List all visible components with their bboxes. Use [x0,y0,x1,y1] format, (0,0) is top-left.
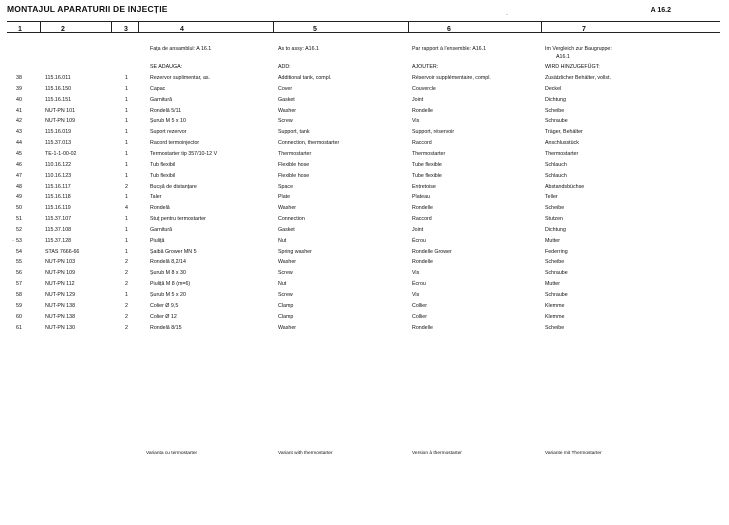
cell-name-fr: Vis [412,270,420,277]
assembly-ref-de-line1: Im Vergleich zur Baugruppe: [545,46,612,52]
cell-name-ro: Racord termoinjector [150,140,200,147]
cell-quantity: 2 [125,259,128,266]
cell-part-code: 115.37.108 [45,226,72,233]
cell-item-number: 49 [16,194,22,201]
table-row [0,205,729,215]
cell-name-de: Schlauch [545,161,567,168]
cell-part-code: 115.16.118 [45,194,71,201]
cell-name-en: Cover [278,85,293,92]
cell-quantity: 1 [125,140,128,147]
table-row [0,325,729,335]
table-row [0,259,729,269]
cell-item-number: 50 [16,205,22,212]
cell-part-code: 115.16.019 [45,129,72,136]
cell-item-number: 54 [16,248,22,255]
cell-part-code: 115.37.128 [45,237,72,244]
cell-name-en: Screw [278,118,293,125]
cell-name-ro: Termostarter tip 357/10-12 V [150,150,218,157]
cell-name-fr: Rondelle Grower [412,248,452,255]
cell-name-ro: Suport rezervor [150,129,187,136]
table-row [0,162,729,172]
cell-quantity: 2 [125,313,128,320]
cell-name-de: Klemme [545,302,565,309]
cell-name-de: Mutter [545,281,561,288]
cell-quantity: 1 [125,194,128,201]
cell-name-fr: Vis [412,118,420,125]
cell-item-number: 59 [16,302,22,309]
cell-name-ro: Rondelă 5/11 [150,107,182,114]
cell-name-fr: Joint [412,226,424,233]
cell-item-number: 46 [16,161,22,168]
cell-name-ro: Capac [150,85,166,92]
table-row [0,227,729,237]
cell-name-de: Dichtung [545,226,566,233]
cell-name-ro: Rondelă [150,205,170,212]
table-row [0,292,729,302]
cell-item-number: 41 [16,107,22,114]
cell-name-de: Mutter [545,237,561,244]
column-header-7: 7 [582,26,586,33]
cell-quantity: 2 [125,270,128,277]
cell-name-fr: Support, réservoir [412,129,455,136]
cell-item-number: 47 [16,172,22,179]
assembly-ref-ro: Fața de ansamblul: A 16.1 [150,46,212,52]
cell-name-fr: Thermostarter [412,150,446,157]
cell-item-number: 39 [16,85,22,92]
cell-quantity: 1 [125,248,128,255]
cell-name-de: Federring [545,248,568,255]
cell-part-code: NUT-PN 112 [45,281,75,288]
cell-part-code: NUT-PN 109 [45,118,76,125]
cell-name-en: Additional tank, compl. [278,75,332,81]
column-separator [138,22,139,32]
cell-name-ro: Tub flexibil [150,161,176,168]
cell-quantity: 1 [125,216,128,223]
scan-mark: · [12,238,14,244]
cell-item-number: 40 [16,96,22,103]
header-rule-top [7,21,720,22]
cell-name-fr: Vis [412,292,420,298]
cell-name-fr: Plateau [412,194,430,201]
cell-name-de: Zusätzlicher Behälter, vollst. [545,75,611,81]
cell-name-en: Clamp [278,313,294,320]
cell-name-en: Screw [278,270,293,277]
cell-item-number: 58 [16,292,22,298]
cell-quantity: 2 [125,324,128,331]
cell-name-en: Space [278,183,294,190]
cell-name-ro: Șurub M 5 x 20 [150,292,186,298]
cell-part-code: 115.37.107 [45,216,72,223]
cell-name-fr: Raccord [412,216,432,223]
column-separator [40,22,41,32]
cell-quantity: 1 [125,150,128,157]
cell-name-de: Teller [545,194,558,201]
cell-part-code: 115.37.013 [45,140,72,147]
cell-name-de: Schlauch [545,172,567,179]
cell-name-en: Nut [278,237,287,244]
column-header-3: 3 [124,26,128,33]
cell-name-fr: Couvercle [412,85,436,92]
cell-name-en: Washer [278,107,297,114]
cell-part-code: NUT-PN 138 [45,313,76,320]
cell-name-ro: Garnitură [150,226,173,233]
table-row [0,118,729,128]
cell-part-code: NUT-PN 130 [45,324,76,331]
cell-name-ro: Piuliță M 8 (m=6) [150,281,191,288]
cell-name-de: Schraube [545,118,568,125]
header-rule-bottom [7,32,720,33]
cell-name-en: Washer [278,324,297,331]
table-row [0,303,729,313]
cell-name-fr: Écrou [412,237,426,244]
table-row [0,151,729,161]
cell-part-code: 110.16.123 [45,172,72,179]
cell-quantity: 2 [125,302,128,309]
cell-part-code: NUT-PN 103 [45,259,76,266]
column-header-5: 5 [313,26,317,33]
cell-name-fr: Rondelle [412,259,433,266]
cell-name-de: Anschlusstück [545,140,579,147]
cell-quantity: 2 [125,183,128,190]
cell-quantity: 4 [125,205,128,212]
cell-quantity: 1 [125,85,128,92]
cell-name-de: Dichtung [545,96,566,103]
assembly-ref-en: As to assy: A16.1 [278,46,319,52]
cell-quantity: 1 [125,226,128,233]
table-row [0,216,729,226]
table-row [0,108,729,118]
add-heading-ro: SE ADAUGA: [150,64,183,70]
add-heading-en: ADD: [278,64,291,70]
cell-item-number: 45 [16,150,22,157]
cell-part-code: 115.16.150 [45,85,72,92]
cell-quantity: 1 [125,96,128,103]
cell-name-en: Connection [278,216,305,223]
cell-name-en: Plate [278,194,291,201]
cell-part-code: NUT-PN 109 [45,270,76,277]
cell-quantity: 1 [125,75,128,81]
cell-quantity: 1 [125,129,128,136]
cell-name-fr: Écrou [412,281,426,288]
cell-name-fr: Rondelle [412,205,433,212]
cell-quantity: 1 [125,172,128,179]
cell-name-ro: Șurub M 5 x 10 [150,118,186,125]
cell-name-fr: Raccord [412,140,432,147]
cell-name-de: Scheibe [545,259,565,266]
cell-name-de: Schraube [545,292,568,298]
cell-name-fr: Réservoir supplémentaire, compl. [412,75,491,81]
cell-part-code: 115.16.011 [45,75,71,81]
table-row [0,86,729,96]
cell-name-de: Stutzen [545,216,563,223]
cell-quantity: 1 [125,237,128,244]
cell-part-code: 110.16.122 [45,161,72,168]
table-row [0,75,729,85]
cell-name-ro: Garnitură [150,96,173,103]
cell-part-code: 115.16.117 [45,183,71,190]
cell-name-en: Thermostarter [278,150,312,157]
table-row [0,194,729,204]
cell-name-en: Clamp [278,302,294,309]
cell-name-fr: Joint [412,96,424,103]
cell-name-ro: Taler [150,194,162,201]
cell-part-code: NUT-PN 101 [45,107,76,114]
table-row [0,97,729,107]
cell-name-fr: Tube flexible [412,161,442,168]
cell-name-en: Nut [278,281,287,288]
cell-item-number: 55 [16,259,22,266]
cell-item-number: 61 [16,324,22,331]
cell-name-ro: Rezervor suplimentar, as. [150,75,211,81]
cell-item-number: 52 [16,226,22,233]
column-header-4: 4 [180,26,184,33]
table-row [0,184,729,194]
table-row [0,129,729,139]
cell-name-ro: Colier Ø 12 [150,313,177,320]
cell-name-de: Scheibe [545,107,565,114]
table-row [0,238,729,248]
table-row [0,270,729,280]
cell-name-fr: Collier [412,313,428,320]
column-separator [111,22,112,32]
cell-name-ro: Stuț pentru termostarter [150,216,206,223]
cell-item-number: 42 [16,118,22,125]
cell-name-de: Klemme [545,313,565,320]
footer-variant-en: Variant with thermostarter [278,451,333,456]
cell-name-de: Scheibe [545,205,565,212]
footer-variant-ro: Varianta cu termostarter [146,451,198,456]
cell-name-en: Washer [278,205,297,212]
cell-name-en: Screw [278,292,293,298]
cell-name-fr: Entretoise [412,183,436,190]
cell-name-fr: Rondelle [412,324,433,331]
cell-name-de: Schraube [545,270,568,277]
scan-mark: · [506,12,508,18]
page-reference: A 16.2 [650,7,671,14]
assembly-ref-de-line2: A16.1 [556,54,570,60]
table-row [0,249,729,259]
cell-item-number: 44 [16,140,22,147]
table-row [0,173,729,183]
cell-name-en: Gasket [278,96,295,103]
cell-name-ro: Tub flexibil [150,172,176,179]
table-row [0,314,729,324]
cell-item-number: 60 [16,313,22,320]
cell-name-en: Flexible hose [278,161,310,168]
page-title: MONTAJUL APARATURII DE INJECȚIE [7,4,168,14]
cell-name-en: Support, tank [278,129,310,136]
cell-name-ro: Bucșă de distanțare [150,183,197,190]
assembly-ref-fr: Par rapport à l'ensemble: A16.1 [412,46,487,52]
cell-name-de: Deckel [545,85,562,92]
footer-variant-de: Variante mit Thermostarter [545,451,602,456]
cell-name-de: Träger, Behälter [545,129,583,136]
cell-name-en: Washer [278,259,297,266]
footer-variant-fr: Version à thermostarter [412,451,462,456]
cell-name-de: Thermostarter [545,150,579,157]
cell-name-en: Gasket [278,226,295,233]
cell-name-ro: Rondelă 8/15 [150,324,182,331]
cell-name-en: Connection, thermostarter [278,140,340,147]
column-header-2: 2 [61,26,65,33]
add-heading-fr: AJOUTER: [412,64,439,70]
cell-item-number: 43 [16,129,22,136]
cell-part-code: NUT-PN 129 [45,292,76,298]
cell-quantity: 1 [125,292,128,298]
cell-quantity: 1 [125,107,128,114]
cell-quantity: 2 [125,281,128,288]
add-heading-de: WIRD HINZUGEFÜGT: [545,64,600,70]
cell-name-ro: Șurub M 8 x 30 [150,270,186,277]
table-row [0,140,729,150]
cell-name-fr: Rondelle [412,107,433,114]
cell-part-code: NUT-PN 138 [45,302,76,309]
cell-quantity: 1 [125,118,128,125]
cell-quantity: 1 [125,161,128,168]
cell-part-code: TE-1-1-00-02 [45,150,77,157]
column-separator [408,22,409,32]
cell-part-code: 115.16.151 [45,96,72,103]
cell-item-number: 57 [16,281,22,288]
cell-name-de: Abstandsbüchse [545,183,585,190]
cell-item-number: 51 [16,216,22,223]
cell-part-code: STAS 7666-66 [45,248,80,255]
cell-name-de: Scheibe [545,324,565,331]
column-header-6: 6 [447,26,451,33]
column-separator [541,22,542,32]
cell-name-en: Flexible hose [278,172,310,179]
cell-item-number: 53 [16,237,22,244]
cell-name-fr: Collier [412,302,428,309]
cell-name-ro: Piuliță [150,237,165,244]
table-row [0,281,729,291]
cell-item-number: 56 [16,270,22,277]
cell-item-number: 48 [16,183,22,190]
cell-item-number: 38 [16,75,22,81]
cell-name-ro: Colier Ø 9,5 [150,302,179,309]
cell-name-ro: Șaibă Grower MN 5 [150,248,197,255]
column-separator [273,22,274,32]
cell-part-code: 115.16.119 [45,205,71,212]
column-header-1: 1 [18,26,22,33]
cell-name-ro: Rondelă 8,2/14 [150,259,186,266]
cell-name-en: Spring washer [278,248,312,255]
cell-name-fr: Tube flexible [412,172,442,179]
